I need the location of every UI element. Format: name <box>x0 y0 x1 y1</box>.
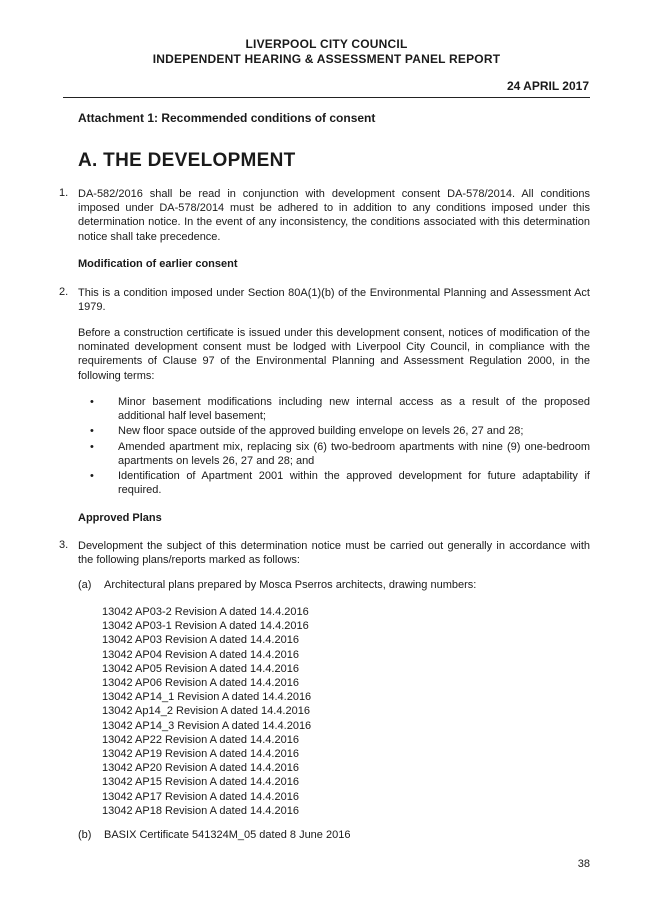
bullet-icon: • <box>90 470 94 483</box>
condition-text: This is a condition imposed under Section 80A(1)(b) of the Environmental Planning and Assessment Act 1979. <box>78 287 590 314</box>
subheading-modification: Modification of earlier consent <box>78 258 238 270</box>
modification-terms-list <box>78 395 590 498</box>
report-title: INDEPENDENT HEARING & ASSESSMENT PANEL REPORT <box>152 52 501 66</box>
condition-number: 1. <box>59 187 69 199</box>
list-item: 13042 AP15 Revision A dated 14.4.2016 <box>102 776 299 789</box>
list-item: 13042 AP03 Revision A dated 14.4.2016 <box>102 634 299 647</box>
list-item: 13042 AP14_1 Revision A dated 14.4.2016 <box>102 691 312 704</box>
condition-number: 3. <box>59 539 69 551</box>
list-item: 13042 Ap14_2 Revision A dated 14.4.2016 <box>102 705 310 718</box>
council-name: LIVERPOOL CITY COUNCIL <box>245 37 408 51</box>
list-item: 13042 AP17 Revision A dated 14.4.2016 <box>102 790 299 803</box>
list-item: • New floor space outside of the approved building envelope on levels 26, 27 and 28; <box>90 425 524 438</box>
list-item: 13042 AP04 Revision A dated 14.4.2016 <box>102 648 299 661</box>
list-item: • Identification of Apartment 2001 within the approved development for future adaptability if required. <box>90 470 590 497</box>
item-text: Architectural plans prepared by Mosca Pserros architects, drawing numbers: <box>104 579 477 591</box>
list-item: 13042 AP03-1 Revision A dated 14.4.2016 <box>102 620 309 633</box>
subheading-approved-plans: Approved Plans <box>78 512 162 524</box>
item-text: BASIX Certificate 541324M_05 dated 8 June 2016 <box>104 829 351 841</box>
bullet-icon: • <box>90 396 94 408</box>
condition-text: DA-582/2016 shall be read in conjunction with development consent DA-578/2014. All conditions imposed under DA-578/2014 must be adhered to in addition to any conditions imposed under this determination notice. In the event of any inconsistency, the conditions associated with this determination notice shall take precedence. <box>78 188 590 243</box>
section-title: A. THE DEVELOPMENT <box>78 150 296 171</box>
item-label: (a) <box>78 579 92 591</box>
condition-text: Development the subject of this determination notice must be carried out generally in accordance with the following plans/reports marked as follows: <box>78 540 590 567</box>
list-item: • Minor basement modifications including new internal access as a result of the proposed additional half level basement; <box>90 396 590 423</box>
item-label: (b) <box>78 829 92 841</box>
list-item: 13042 AP05 Revision A dated 14.4.2016 <box>102 662 299 675</box>
drawing-list <box>102 605 311 818</box>
list-item: 13042 AP18 Revision A dated 14.4.2016 <box>102 804 299 817</box>
header-divider <box>63 97 590 98</box>
list-item: 13042 AP14_3 Revision A dated 14.4.2016 <box>102 719 312 732</box>
list-item: 13042 AP19 Revision A dated 14.4.2016 <box>102 748 299 761</box>
list-item: 13042 AP06 Revision A dated 14.4.2016 <box>102 677 299 690</box>
list-item: 13042 AP20 Revision A dated 14.4.2016 <box>102 762 299 775</box>
attachment-title: Attachment 1: Recommended conditions of consent <box>78 111 376 125</box>
page-number: 38 <box>577 858 590 870</box>
bullet-icon: • <box>90 425 94 438</box>
condition-number: 2. <box>59 286 69 298</box>
list-item: • Amended apartment mix, replacing six (6) two-bedroom apartments with nine (9) one-bedroom apartments on levels 26, 27 and 28; and <box>90 440 590 467</box>
list-item: 13042 AP03-2 Revision A dated 14.4.2016 <box>102 606 309 618</box>
condition-paragraph: Before a construction certificate is issued under this development consent, notices of modification of the nominated development consent must be lodged with Liverpool City Council, in compliance with the requirements of Clause 97 of the Environmental Planning and Assessment Regulation 2000, in the following terms: <box>78 327 590 382</box>
bullet-icon: • <box>90 440 94 453</box>
report-date: 24 APRIL 2017 <box>506 79 589 93</box>
list-item: 13042 AP22 Revision A dated 14.4.2016 <box>102 733 299 746</box>
